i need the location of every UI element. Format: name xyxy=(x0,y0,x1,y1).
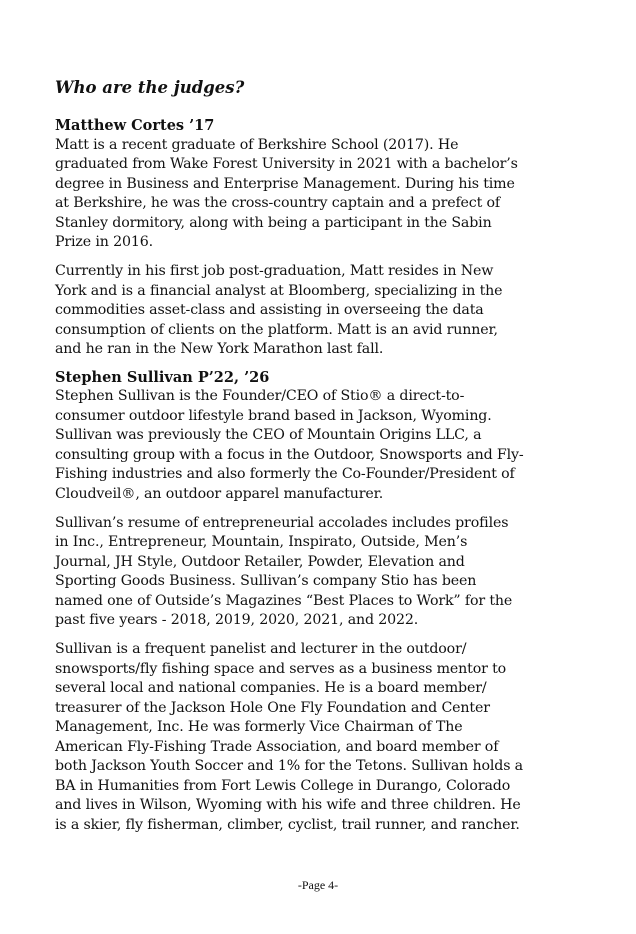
page-content xyxy=(55,77,525,835)
judge-bio-paragraph: Sullivan is a frequent panelist and lecturer in the outdoor/ snowsports/fly fishing space and serves as a business mentor to several local and national companies. He is a board member/ treasurer of the Jackson Hole One Fly Foundation and Center Management, Inc. He was formerly Vice Chairman of The American Fly-Fishing Trade Association, and board member of both Jackson Youth Soccer and 1% for the Tetons. Sullivan holds a BA in Humanities from Fort Lewis College in Durango, Colorado and lives in Wilson, Wyoming with his wife and three children. He is a skier, fly fisherman, climber, cyclist, trail runner, and rancher. xyxy=(55,641,523,833)
judge-profile-cortes xyxy=(55,116,525,360)
judge-name: Matthew Cortes ’17 xyxy=(55,117,215,134)
judge-bio-paragraph: Matt is a recent graduate of Berkshire School (2017). He graduated from Wake Forest University in 2021 with a bachelor’s degree in Business and Enterprise Management. During his time at Berkshire, he was the cross-country captain and a prefect of Stanley dormitory, along with being a participant in the Sabin Prize in 2016. xyxy=(55,136,518,250)
judge-bio-paragraph: Sullivan’s resume of entrepreneurial accolades includes profiles in Inc., Entrepreneur, Mountain, Inspirato, Outside, Men’s Journal, JH Style, Outdoor Retailer, Powder, Elevation and Sporting Goods Business. Sullivan’s company Stio has been named one of Outside’s Magazines “Best Places to Work” for the past five years - 2018, 2019, 2020, 2021, and 2022. xyxy=(55,514,513,628)
judge-profile-sullivan xyxy=(55,368,525,836)
judge-bio-paragraph: Currently in his first job post-graduation, Matt resides in New York and is a financial analyst at Bloomberg, specializing in the commodities asset-class and assisting in overseeing the data consumption of clients on the platform. Matt is an avid runner, and he ran in the New York Marathon last fall. xyxy=(55,263,503,357)
judge-name: Stephen Sullivan P’22, ’26 xyxy=(55,368,270,386)
judge-bio-paragraph: Stephen Sullivan is the Founder/CEO of Stio® a direct-to-consumer outdoor lifestyle brand based in Jackson, Wyoming. Sullivan was previously the CEO of Mountain Origins LLC, a consulting group with a focus in the Outdoor, Snowsports and Fly-Fishing industries and also formerly the Co-Founder/President of Cloudveil®, an outdoor apparel manufacturer. xyxy=(55,388,524,502)
section-title: Who are the judges? xyxy=(55,78,245,97)
page-number: -Page 4- xyxy=(297,878,339,892)
